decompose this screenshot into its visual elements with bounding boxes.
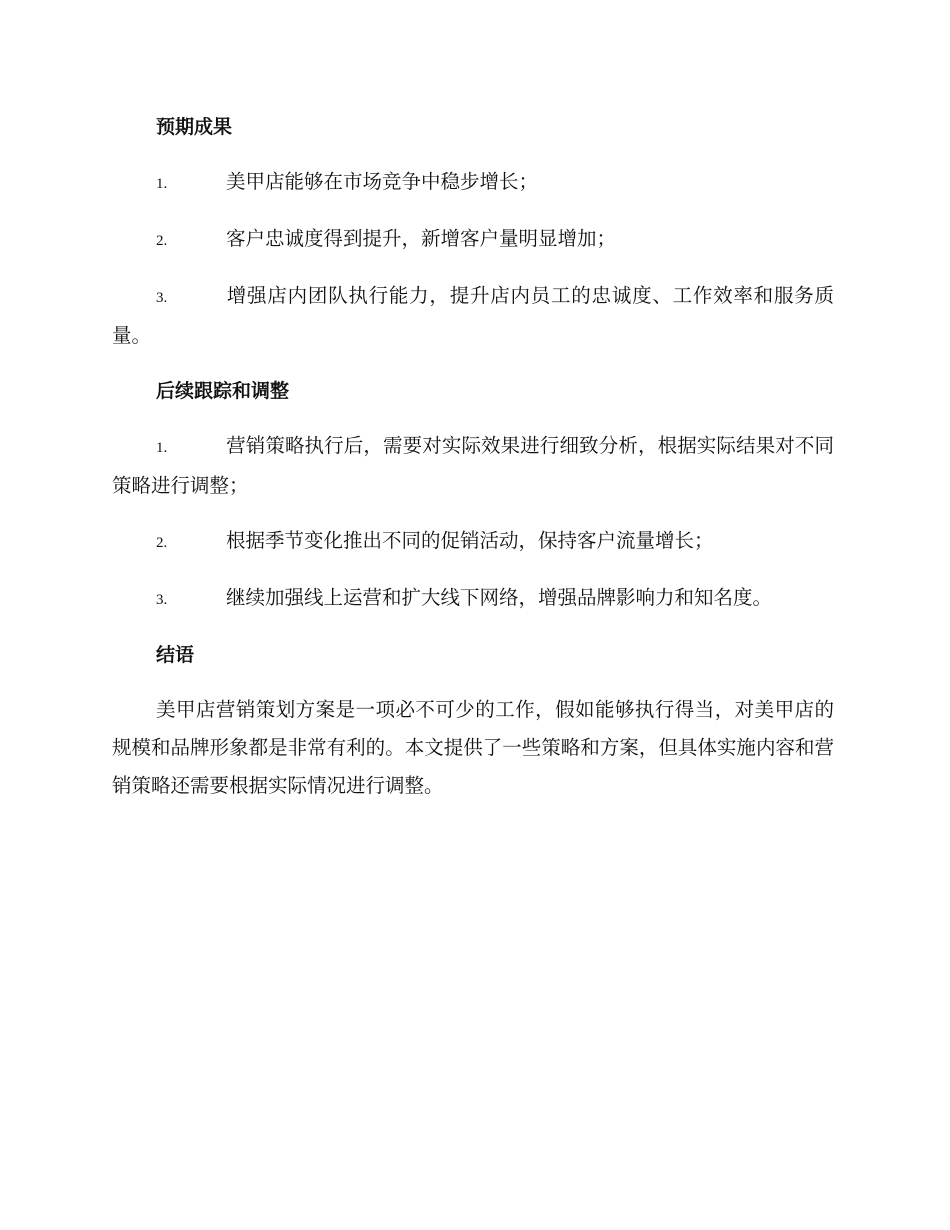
list-item — [112, 579, 834, 619]
list-item-text: 营销策略执行后，需要对实际效果进行细致分析，根据实际结果对不同策略进行调整； — [112, 434, 834, 497]
section-heading-conclusion: 结语 — [156, 644, 195, 666]
list-item — [112, 163, 834, 203]
section-heading-expected-results: 预期成果 — [156, 116, 233, 138]
document-content — [112, 108, 834, 822]
list-item — [112, 522, 834, 562]
list-number: 2. — [156, 535, 168, 551]
list-number: 3. — [156, 290, 168, 306]
list-item-text: 继续加强线上运营和扩大线下网络，增强品牌影响力和知名度。 — [226, 586, 773, 609]
conclusion-paragraph: 美甲店营销策划方案是一项必不可少的工作，假如能够执行得当，对美甲店的规模和品牌形象都是非常有利的。本文提供了一些策略和方案，但具体实施内容和营销策略还需要根据实际情况进行调整。 — [112, 698, 834, 797]
list-item-text: 根据季节变化推出不同的促销活动，保持客户流量增长； — [226, 529, 714, 552]
list-number: 1. — [156, 176, 168, 192]
section-heading-follow-up: 后续跟踪和调整 — [156, 380, 290, 402]
list-item-text: 客户忠诚度得到提升，新增客户量明显增加； — [226, 227, 617, 250]
list-item — [112, 220, 834, 260]
list-number: 1. — [156, 440, 168, 456]
list-number: 2. — [156, 233, 168, 249]
list-number: 3. — [156, 592, 168, 608]
list-item-text: 美甲店能够在市场竞争中稳步增长； — [226, 170, 539, 193]
list-item-text: 增强店内团队执行能力，提升店内员工的忠诚度、工作效率和服务质量。 — [112, 284, 834, 347]
list-item — [112, 277, 834, 355]
list-item — [112, 427, 834, 505]
